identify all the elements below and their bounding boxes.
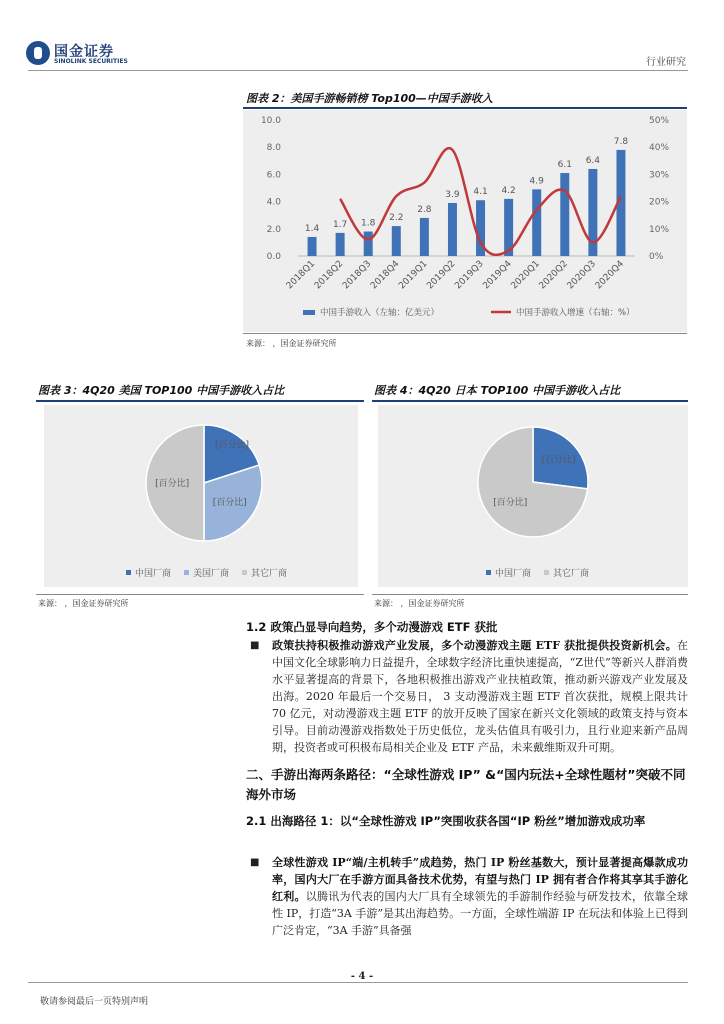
bar-data-label: 4.2 — [501, 185, 516, 196]
legend-label: 其它厂商 — [251, 569, 288, 579]
bar-data-label: 1.8 — [361, 218, 376, 229]
bar-data-label: 7.8 — [613, 136, 629, 147]
section-1-2-heading: 1.2 政策凸显导向趋势，多个动漫游戏 ETF 获批 — [246, 620, 498, 634]
legend-bar-swatch — [303, 310, 315, 315]
bar — [420, 218, 429, 256]
bullet-square-icon: ■ — [250, 640, 260, 651]
page-number: - 4 - — [350, 971, 374, 982]
bar-data-label: 1.4 — [304, 223, 320, 234]
legend-label: 中国厂商 — [495, 569, 532, 579]
x-tick-label: 2020Q4 — [593, 259, 627, 292]
bar — [336, 233, 345, 256]
fig3-source: 来源： ，国金证券研究所 — [38, 599, 129, 608]
header-divider — [28, 70, 688, 71]
bar-data-label: 4.9 — [529, 176, 544, 187]
fig4-chart — [378, 405, 688, 587]
bullet-square-icon: ■ — [250, 857, 260, 868]
bar-data-label: 1.7 — [332, 219, 348, 230]
fig2-bottom-rule — [243, 333, 687, 334]
x-tick-label: 2020Q1 — [509, 259, 542, 292]
pie-data-label: [百分比] — [214, 440, 249, 451]
x-tick-label: 2019Q2 — [425, 259, 458, 292]
y-left-tick-label: 0.0 — [266, 252, 281, 262]
legend-swatch — [126, 570, 131, 575]
y-left-tick-label: 6.0 — [266, 170, 281, 181]
y-right-tick-label: 50% — [649, 116, 670, 126]
y-left-tick-label: 2.0 — [266, 224, 281, 235]
fig3-title: 图表 3：4Q20 美国 TOP100 中国手游收入占比 — [38, 384, 285, 397]
bar — [560, 173, 569, 256]
section-2-1-body: 以腾讯为代表的国内大厂具有全球领先的手游制作经验与研发技术，依靠全球性 IP，打造“3A 手游”是其出海趋势。一方面，全球性端游 IP 在玩法和体验上已得到广泛肯定，“3A 手游”具备强 — [272, 890, 688, 937]
disclaimer-note: 敬请参阅最后一页特别声明 — [40, 997, 149, 1007]
section-2-1-heading: 2.1 出海路径 1：以“全球性游戏 IP”突围收获各国“IP 粉丝”增加游戏成功率 — [246, 814, 646, 828]
pie-data-label: [百分比] — [493, 498, 528, 509]
fig2-title: 图表 2：美国手游畅销榜 Top100—中国手游收入 — [246, 92, 493, 105]
y-right-tick-label: 30% — [649, 170, 670, 181]
bar — [392, 226, 401, 256]
section-2-heading: 二、手游出海两条路径：“全球性游戏 IP” &“国内玩法+全球性题材”突破不同海外市场 — [246, 767, 686, 802]
legend-swatch — [242, 570, 247, 575]
fig4-top-rule — [372, 400, 688, 402]
x-tick-label: 2019Q1 — [397, 259, 430, 292]
y-right-tick-label: 0% — [649, 252, 664, 262]
section-1-2-paragraph — [272, 637, 688, 756]
x-tick-label: 2018Q1 — [284, 259, 318, 292]
legend-swatch — [486, 570, 491, 575]
section-2-1-paragraph — [272, 854, 688, 939]
bar-data-label: 2.8 — [417, 204, 432, 215]
bar — [532, 189, 541, 256]
footer-divider — [28, 982, 688, 983]
x-tick-label: 2020Q3 — [565, 259, 598, 292]
legend-label: 其它厂商 — [553, 569, 590, 579]
bar — [364, 232, 373, 256]
section-2-1-lead: 全球性游戏 IP“端/主机转手”成趋势，热门 IP 粉丝基数大，预计显著提高爆款成功率，国内大厂在手游方面具备技术优势，有望与热门 IP 拥有者合作将其享其手游化红利。 — [272, 856, 688, 903]
fig4-bottom-rule — [372, 594, 688, 595]
y-left-tick-label: 8.0 — [266, 143, 281, 154]
bar-data-label: 6.4 — [585, 155, 601, 166]
report-category: 行业研究 — [646, 57, 686, 68]
x-tick-label: 2019Q3 — [453, 259, 486, 292]
fig4-chart-area — [378, 405, 688, 587]
fig2-source: 来源： ，国金证券研究所 — [246, 339, 337, 348]
company-logo-icon — [26, 41, 50, 65]
pie-data-label: [百分比] — [212, 497, 247, 508]
bar-data-label: 2.2 — [389, 213, 404, 224]
pie-data-label: [百分比] — [155, 479, 190, 489]
legend-swatch — [184, 570, 189, 575]
fig3-chart — [44, 405, 358, 587]
fig4-title: 图表 4：4Q20 日本 TOP100 中国手游收入占比 — [374, 384, 621, 397]
legend-line-label: 中国手游收入增速（右轴：%） — [516, 308, 635, 318]
x-tick-label: 2018Q2 — [312, 259, 346, 292]
y-left-tick-label: 10.0 — [260, 116, 281, 126]
logo-name-en: SINOLINK SECURITIES — [54, 58, 128, 65]
legend-swatch — [544, 570, 549, 575]
x-tick-label: 2019Q4 — [481, 259, 514, 292]
x-tick-label: 2018Q4 — [369, 259, 402, 292]
bar — [448, 203, 457, 256]
bar-data-label: 4.1 — [473, 187, 488, 198]
section-1-2-lead: 政策扶持积极推动游戏产业发展，多个动漫游戏主题 ETF 获批提供投资新机会。 — [272, 639, 677, 652]
fig3-chart-area — [44, 405, 358, 587]
x-tick-label: 2020Q2 — [537, 259, 570, 292]
y-right-tick-label: 10% — [649, 224, 670, 235]
fig3-top-rule — [36, 400, 364, 402]
legend-label: 中国厂商 — [135, 569, 172, 579]
section-1-2-body: 在中国文化全球影响力日益提升，全球数字经济比重快速提高，“Z世代”等新兴人群消费水平显著提高的背景下，各地积极推出游戏产业扶植政策，推动新兴游戏产业发展及出海。2020 年最后一个交易日， 3 支动漫游戏主题 ETF 首次获批，规模上限共计 70 亿元，对动漫游戏主题 ETF 的放开反映了国家在新兴文化领域的政策支持与资本引导。目前动漫游戏指数处于历史低位，龙头估值具有吸引力，且行业迎来新产品周期，投资者或可积极布局相关企业及 ETF 产品，未来戴维斯双升可期。 — [272, 639, 688, 754]
pie-data-label: [百分比] — [541, 455, 576, 466]
fig2-top-rule — [243, 107, 687, 109]
bar-data-label: 3.9 — [445, 189, 460, 200]
legend-label: 美国厂商 — [193, 569, 230, 579]
y-right-tick-label: 20% — [649, 197, 670, 208]
legend-bar-label: 中国手游收入（左轴：亿美元） — [320, 308, 440, 318]
y-right-tick-label: 40% — [649, 143, 670, 154]
fig4-source: 来源： ，国金证券研究所 — [374, 599, 465, 608]
logo-name-cn: 国金证券 — [54, 44, 114, 60]
y-left-tick-label: 4.0 — [266, 197, 281, 208]
bar-data-label: 6.1 — [557, 160, 572, 171]
x-tick-label: 2018Q3 — [341, 259, 374, 292]
fig2-chart — [243, 110, 687, 332]
fig2-chart-area — [243, 110, 687, 332]
bar — [308, 237, 317, 256]
fig3-bottom-rule — [36, 594, 364, 595]
